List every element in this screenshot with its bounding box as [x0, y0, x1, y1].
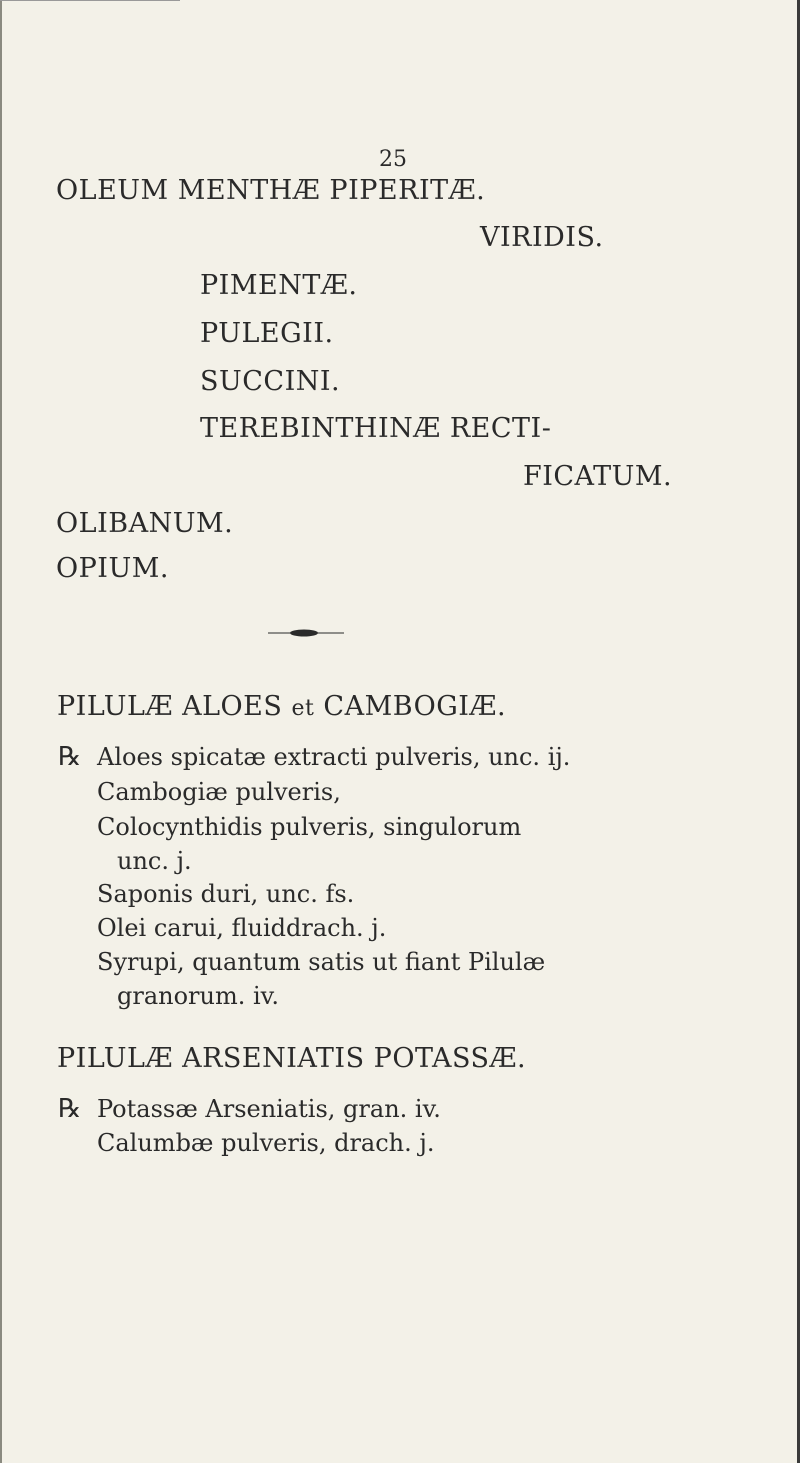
oils-line-9: OPIUM.: [56, 553, 169, 584]
section1-line-3: Colocynthidis pulveris, singulorum: [97, 813, 522, 841]
oils-line-7: FICATUM.: [523, 461, 673, 492]
section1-heading: [57, 691, 506, 722]
oils-line-5: SUCCINI.: [200, 366, 341, 397]
oils-line-6: TEREBINTHINÆ RECTI-: [200, 413, 552, 444]
section1-line-4: unc. j.: [117, 847, 192, 875]
section1-heading-main: PILULÆ ALOES: [57, 691, 283, 722]
oils-line-2: VIRIDIS.: [480, 222, 604, 253]
oils-line-8: OLIBANUM.: [56, 508, 234, 539]
section2-line-2: Calumbæ pulveris, drach. j.: [97, 1129, 435, 1157]
section1-line-5: Saponis duri, unc. fs.: [97, 880, 355, 908]
page-number: 25: [379, 147, 407, 172]
section2-recipe-symbol: ℞: [58, 1094, 82, 1124]
section1-line-2: Cambogiæ pulveris,: [97, 778, 341, 806]
section1-heading-end: CAMBOGIÆ.: [323, 691, 507, 722]
page-top-line: [0, 0, 180, 1]
section1-line-7: Syrupi, quantum satis ut fiant Pilulæ: [97, 948, 546, 976]
page-edge-left: [0, 0, 2, 1463]
section1-heading-et: et: [291, 696, 315, 721]
section1-line-1: Aloes spicatæ extracti pulveris, unc. ij.: [97, 743, 571, 771]
section1-line-8: granorum. iv.: [117, 982, 280, 1010]
section2-line-1: Potassæ Arseniatis, gran. iv.: [97, 1095, 441, 1123]
oils-line-4: PULEGII.: [200, 318, 334, 349]
oils-line-3: PIMENTÆ.: [200, 270, 358, 301]
section1-recipe-symbol: ℞: [58, 742, 82, 772]
section1-line-6: Olei carui, fluiddrach. j.: [97, 914, 387, 942]
oils-line-1: OLEUM MENTHÆ PIPERITÆ.: [56, 175, 486, 206]
section2-heading: PILULÆ ARSENIATIS POTASSÆ.: [57, 1043, 527, 1074]
divider-ornament: [268, 629, 344, 637]
